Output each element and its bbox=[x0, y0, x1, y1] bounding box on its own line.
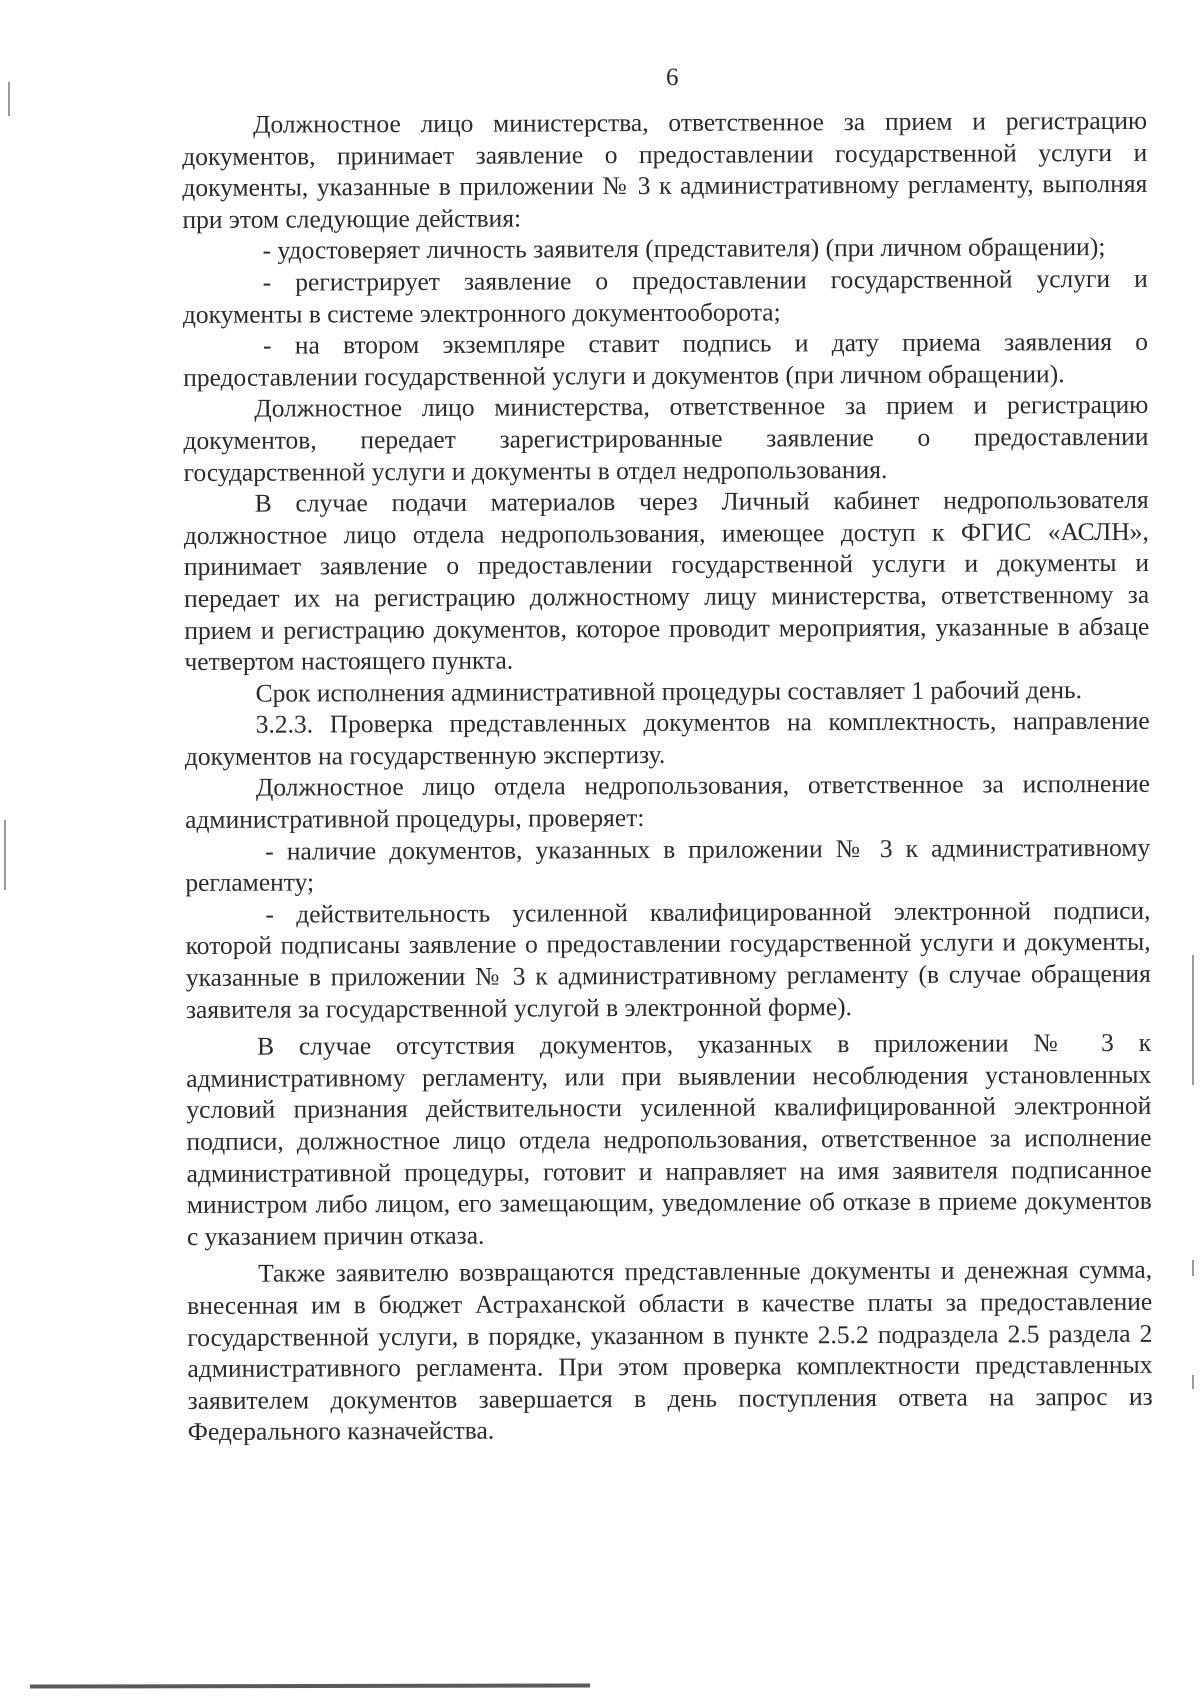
paragraph: Должностное лицо министерства, ответственное за прием и регистрацию документов, передает зарегистрированные заявление о предоставлении государственной услуги и документы в отдел недропользования. bbox=[183, 390, 1149, 487]
list-item: - действительность усиленной квалифицированной электронной подписи, которой подписаны заявление о предоставлении государственной услуги и документы, указанные в приложении № 3 к административному регламенту (в случае обращения заявителя за государственной услугой в электронной форме). bbox=[185, 895, 1151, 1024]
list-item: - регистрирует заявление о предоставлении государственной услуги и документы в системе электронного документооборота; bbox=[182, 263, 1148, 329]
list-item: - наличие документов, указанных в приложении № 3 к административному регламенту; bbox=[185, 832, 1151, 898]
scan-mark bbox=[1192, 1260, 1194, 1276]
paragraph: Должностное лицо отдела недропользования, ответственное за исполнение административной процедуры, проверяет: bbox=[185, 769, 1151, 835]
document-body bbox=[182, 105, 1153, 1448]
list-item: - удостоверяет личность заявителя (представителя) (при личном обращении); bbox=[262, 232, 1106, 266]
scan-mark bbox=[4, 820, 6, 890]
paragraph: Срок исполнения административной процедуры составляет 1 рабочий день. bbox=[255, 674, 1083, 708]
paragraph: В случае подачи материалов через Личный кабинет недропользователя должностное лицо отдела недропользования, имеющее доступ к ФГИС «АСЛН», принимает заявление о предоставлении государственной услуги и документы и передает их на регистрацию должностному лицу министерства, ответственному за прием и регистрацию документов, которое проводит мероприятия, указанные в абзаце четвертом настоящего пункта. bbox=[183, 484, 1150, 677]
paragraph: Также заявителю возвращаются представленные документы и денежная сумма, внесенная им в бюджет Астраханской области в качестве платы за предоставление государственной услуги, в порядке, указанном в пункте 2.5.2 подраздела 2.5 раздела 2 административного регламента. При этом проверка комплектности представленных заявителем документов завершается в день поступления ответа на запрос из Федерального казначейства. bbox=[187, 1255, 1153, 1447]
page-number: 6 bbox=[666, 64, 679, 91]
scan-mark bbox=[1192, 955, 1194, 1085]
list-item: - на втором экземпляре ставит подпись и дату приема заявления о предоставлении государственной услуги и документов (при личном обращении). bbox=[183, 326, 1149, 392]
paragraph: В случае отсутствия документов, указанных в приложении № 3 к административному регламенту, или при выявлении несоблюдения установленных условий признания действительности усиленной квалифицированной электронной подписи, должностное лицо отдела недропользования, ответственное за исполнение административной процедуры, готовит и направляет на имя заявителя подписанное министром либо лицом, его замещающим, уведомление об отказе в приеме документов с указанием причин отказа. bbox=[186, 1027, 1152, 1251]
scan-mark bbox=[1192, 1375, 1194, 1389]
paragraph: Должностное лицо министерства, ответственное за прием и регистрацию документов, принимает заявление о предоставлении государственной услуги и документы, указанные в приложении № 3 к административному регламенту, выполняя при этом следующие действия: bbox=[182, 105, 1148, 234]
scan-edge-line bbox=[30, 1684, 590, 1689]
section-heading: 3.2.3. Проверка представленных документов на комплектность, направление документов на государственную экспертизу. bbox=[184, 706, 1150, 771]
